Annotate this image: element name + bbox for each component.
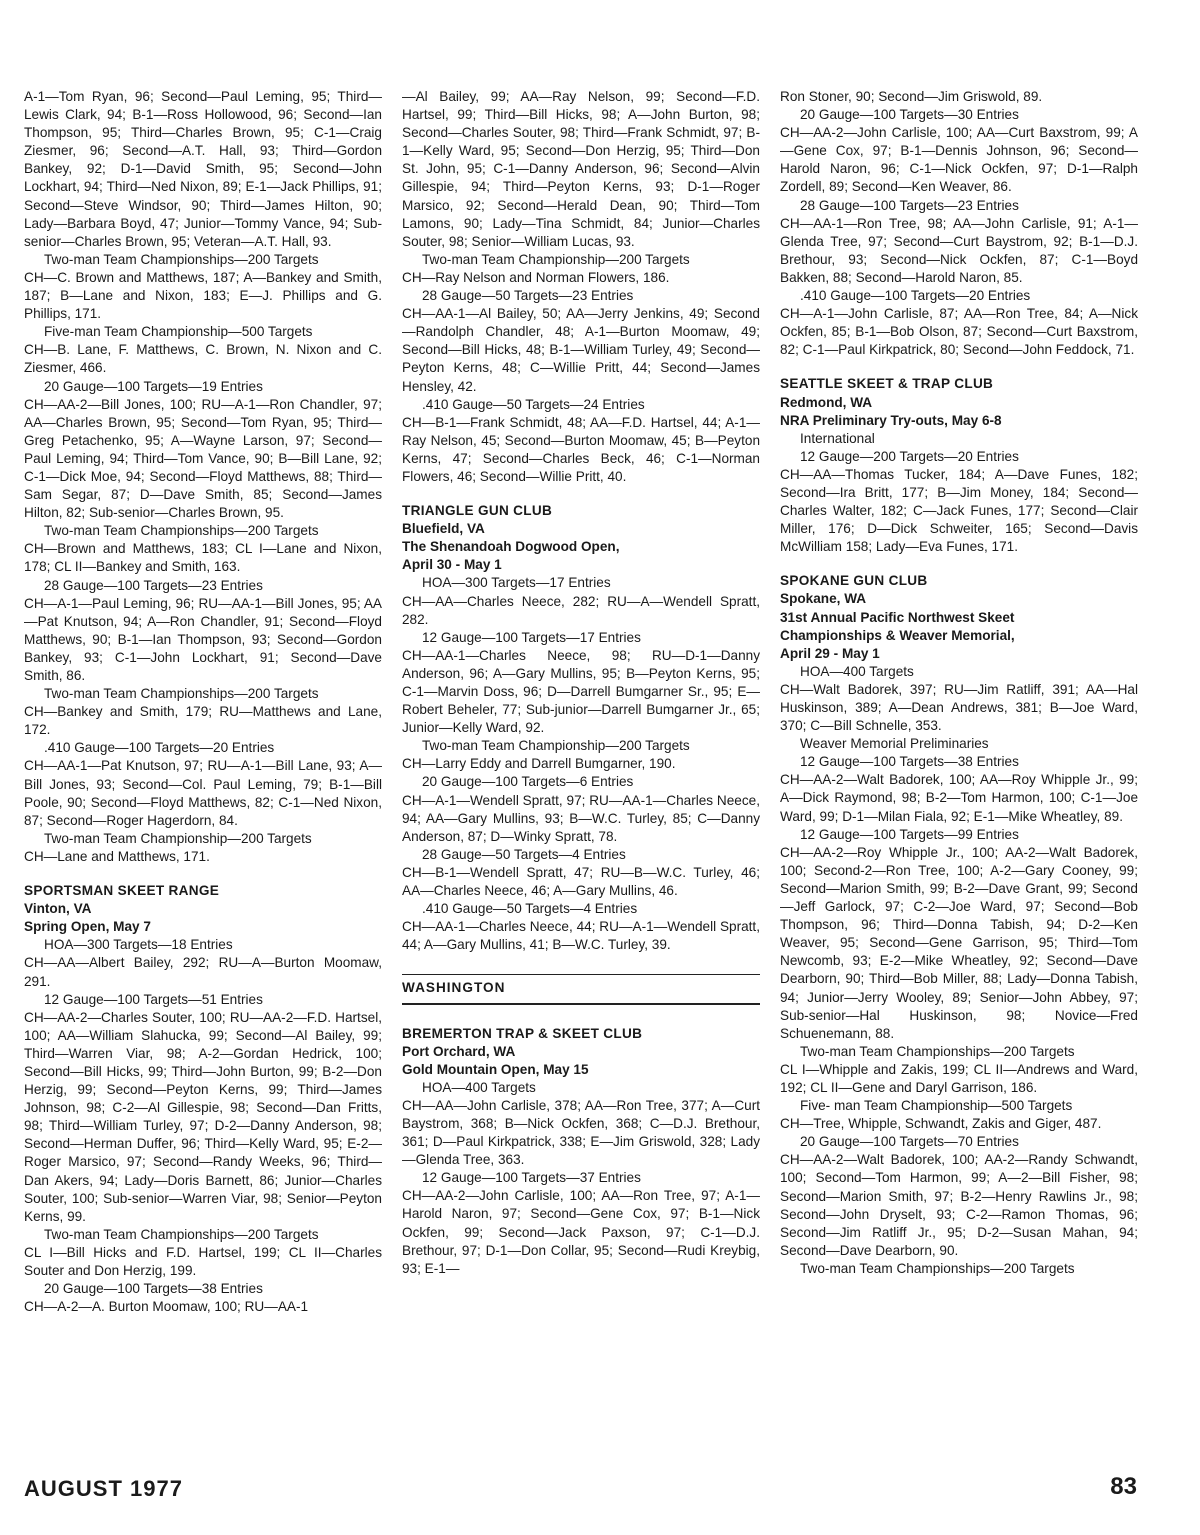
event-heading: HOA—300 Targets—18 Entries (44, 937, 233, 953)
result-paragraph: CH—Larry Eddy and Darrell Bumgarner, 190. (402, 756, 676, 772)
event-heading: 12 Gauge—100 Targets—37 Entries (422, 1170, 641, 1186)
club-location: Redmond, WA (780, 394, 873, 410)
event-heading: HOA—400 Targets (422, 1079, 536, 1095)
event-heading: 20 Gauge—100 Targets—6 Entries (422, 774, 634, 790)
club-name: SEATTLE SKEET & TRAP CLUB (780, 376, 994, 392)
club-name: TRIANGLE GUN CLUB (402, 503, 553, 519)
event-date: April 30 - May 1 (402, 557, 502, 573)
event-heading: 12 Gauge—100 Targets—38 Entries (800, 754, 1019, 770)
result-paragraph: A-1—Tom Ryan, 96; Second—Paul Leming, 95; Third—Lewis Clark, 94; B-1—Ross Hollowood, 96; Second—Ian Thompson, 95; Third—Charles Brown, 95; C-1—Craig Ziesmer, 96; Second—A.T. Hall, 93; Third—Gordon Bankey, 92; D-1—David Smith, 95; Second—John Lockhart, 94; Third—Ned Nixon, 89; E-1—Jack Phillips, 91; Second—Steve Windsor, 90; Third—James Hilton, 90; Lady—Barbara Boyd, 47; Junior—Tommy Vance, 94; Sub-senior—Charles Brown, 95; Veteran—A.T. Hall, 93. (24, 89, 382, 249)
event-heading: Two-man Team Championships—200 Targets (800, 1260, 1075, 1276)
result-paragraph: CH—Tree, Whipple, Schwandt, Zakis and Giger, 487. (780, 1116, 1102, 1132)
result-paragraph: CH—B-1—Wendell Spratt, 47; RU—B—W.C. Turley, 46; AA—Charles Neece, 46; A—Gary Mullins, 46. (402, 864, 760, 899)
result-paragraph: CH—Walt Badorek, 397; RU—Jim Ratliff, 391; AA—Hal Huskinson, 389; A—Dean Andrews, 381; B—Joe Ward, 370; C—Bill Schnelle, 353. (780, 681, 1138, 734)
event-heading: Five-man Team Championship—500 Targets (44, 324, 313, 340)
event-heading: Two-man Team Championships—200 Targets (44, 251, 319, 267)
result-paragraph: CH—AA-2—Roy Whipple Jr., 100; AA-2—Walt Badorek, 100; Second-2—Ron Tree, 100; A-2—Gary Cooney, 99; Second—Marion Smith, 99; B-2—Dave Grant, 99; Second—Jeff Garlock, 97; C-2—Joe Ward, 97; Second—Bob Thompson, 96; Third—Donna Tabish, 94; D-2—Ken Weaver, 95; Second—Gene Garrison, 95; Third—Tom Newcomb, 93; E-2—Mike Wheatley, 92; Second—Dave Dearborn, 90; Third—Bob Miller, 88; Lady—Donna Tabish, 94; Junior—Jerry Wooley, 89; Senior—John Abbey, 97; Sub-senior—Hal Huskinson, 98; Novice—Fred Schuenemann, 88. (780, 844, 1138, 1041)
event-heading: 28 Gauge—50 Targets—4 Entries (422, 846, 626, 862)
result-paragraph: CH—A-1—Paul Leming, 96; RU—AA-1—Bill Jones, 95; AA—Pat Knutson, 94; A—Ron Chandler, 91; Second—Floyd Matthews, 90; B-1—Ian Thompson, 93; Second—Gordon Bankey, 93; C-1—John Lockhart, 91; Second—Dave Smith, 86. (24, 595, 382, 683)
result-paragraph: CH—AA-1—Charles Neece, 44; RU—A-1—Wendell Spratt, 44; A—Gary Mullins, 41; B—W.C. Turley, 39. (402, 919, 760, 953)
event-heading: 28 Gauge—100 Targets—23 Entries (44, 577, 263, 593)
page-number: 83 (1110, 1473, 1137, 1500)
result-paragraph: CH—Bankey and Smith, 179; RU—Matthews and Lane, 172. (24, 704, 382, 738)
result-paragraph: CH—AA—Albert Bailey, 292; RU—A—Burton Moomaw, 291. (24, 955, 382, 989)
event-title: Spring Open, May 7 (24, 919, 151, 935)
club-location: Bluefield, VA (402, 521, 485, 537)
event-heading: 12 Gauge—100 Targets—99 Entries (800, 826, 1019, 842)
event-heading: 12 Gauge—200 Targets—20 Entries (800, 448, 1019, 464)
event-subtitle: International (800, 430, 875, 446)
event-heading: .410 Gauge—50 Targets—4 Entries (422, 901, 638, 917)
event-date: April 29 - May 1 (780, 645, 880, 661)
event-title: Gold Mountain Open, May 15 (402, 1061, 589, 1077)
result-paragraph: CH—AA-1—Al Bailey, 50; AA—Jerry Jenkins, 49; Second—Randolph Chandler, 48; A-1—Burton Moomaw, 49; Second—Bill Hicks, 48; B-1—William Turley, 49; Second—Peyton Kerns, 48; C—Willie Pritt, 44; Second—James Hensley, 42. (402, 306, 760, 394)
result-paragraph: CH—AA-2—Bill Jones, 100; RU—A-1—Ron Chandler, 97; AA—Charles Brown, 95; Second—Tom Ryan, 95; Third—Greg Petachenko, 95; A—Wayne Larson, 97; Second—Paul Leming, 94; Third—Tom Vance, 90; B—Bill Lane, 92; C-1—Dick Moe, 94; Second—Floyd Matthews, 88; Third—Sam Segar, 87; D—Dave Smith, 85; Second—James Hilton, 82; Sub-senior—Charles Brown, 95. (24, 396, 382, 521)
event-heading: Two-man Team Championships—200 Targets (44, 1226, 319, 1242)
result-paragraph: —Al Bailey, 99; AA—Ray Nelson, 99; Second—F.D. Hartsel, 99; Third—Bill Hicks, 98; A—John Burton, 98; Second—Charles Souter, 98; Third—Frank Schmidt, 97; B-1—Kelly Ward, 95; Second—Don Herzig, 95; Third—Don St. John, 95; C-1—Danny Anderson, 96; Second—Alvin Gillespie, 94; Third—Peyton Kerns, 93; D-1—Roger Marsico, 92; Second—Herald Dean, 90; Third—Tom Lamons, 90; Lady—Tina Schmidt, 84; Junior—Charles Souter, 98; Senior—William Lucas, 93. (402, 89, 760, 249)
result-paragraph: CL I—Bill Hicks and F.D. Hartsel, 199; CL II—Charles Souter and Don Herzig, 199. (24, 1244, 382, 1278)
result-paragraph: Ron Stoner, 90; Second—Jim Griswold, 89. (780, 89, 1043, 104)
result-paragraph: CH—AA—John Carlisle, 378; AA—Ron Tree, 377; A—Curt Baystrom, 368; B—Nick Ockfen, 368; C—D.J. Brethour, 361; D—Paul Kirkpatrick, 338; E—Jim Griswold, 328; Lady—Glenda Tree, 363. (402, 1097, 760, 1168)
result-paragraph: CH—AA-2—John Carlisle, 100; AA—Curt Baxstrom, 99; A—Gene Cox, 97; B-1—Dennis Johnson, 96; Second—Harold Naron, 96; C-1—Nick Ockfen, 97; D-1—Ralph Zordell, 89; Second—Ken Weaver, 86. (780, 125, 1138, 195)
club-location: Vinton, VA (24, 901, 92, 917)
result-paragraph: CH—AA—Thomas Tucker, 184; A—Dave Funes, 182; Second—Ira Britt, 177; B—Jim Money, 184; Second—Charles Walter, 182; C—Jack Funes, 177; Second—Clair Miller, 176; D—Dick Schweiter, 165; Second—Davis McWilliam 158; Lady—Eva Funes, 171. (780, 466, 1138, 555)
event-heading: 20 Gauge—100 Targets—38 Entries (44, 1281, 263, 1297)
result-paragraph: CH—B-1—Frank Schmidt, 48; AA—F.D. Hartsel, 44; A-1—Ray Nelson, 45; Second—Burton Moomaw, 45; B—Peyton Kerns, 47; Second—Charles Beck, 46; C-1—Norman Flowers, 46; Second—Willie Pritt, 40. (402, 414, 760, 484)
column-2 (402, 88, 760, 1278)
result-paragraph: CH—AA-2—Walt Badorek, 100; AA—Roy Whipple Jr., 99; A—Dick Raymond, 98; B-2—Tom Harmon, 100; C-1—Joe Ward, 99; D-1—Milan Fiala, 92; E-1—Mike Wheatley, 89. (780, 772, 1138, 824)
result-paragraph: CH—A-2—A. Burton Moomaw, 100; RU—AA-1 (24, 1299, 309, 1315)
event-heading: Two-man Team Championships—200 Targets (44, 523, 319, 539)
result-paragraph: CH—A-1—John Carlisle, 87; AA—Ron Tree, 84; A—Nick Ockfen, 85; B-1—Bob Olson, 87; Second—Curt Baxstrom, 82; C-1—Paul Kirkpatrick, 80; Second—John Feddock, 71. (780, 306, 1138, 358)
result-paragraph: CH—B. Lane, F. Matthews, C. Brown, N. Nixon and C. Ziesmer, 466. (24, 342, 382, 376)
club-name: SPORTSMAN SKEET RANGE (24, 883, 220, 899)
event-heading: Two-man Team Championships—200 Targets (800, 1043, 1075, 1059)
event-heading: 20 Gauge—100 Targets—70 Entries (800, 1134, 1019, 1150)
divider (402, 1003, 760, 1005)
result-paragraph: CH—A-1—Wendell Spratt, 97; RU—AA-1—Charles Neece, 94; AA—Gary Mullins, 93; B—W.C. Turley, 85; C—Danny Anderson, 87; D—Winky Spratt, 78. (402, 792, 760, 844)
event-heading: Two-man Team Championship—200 Targets (422, 738, 690, 754)
event-title: The Shenandoah Dogwood Open, (402, 539, 620, 555)
result-paragraph: CL I—Whipple and Zakis, 199; CL II—Andrews and Ward, 192; CL II—Gene and Daryl Garrison, 186. (780, 1061, 1138, 1095)
event-heading: 20 Gauge—100 Targets—30 Entries (800, 107, 1019, 123)
event-heading: 12 Gauge—100 Targets—51 Entries (44, 991, 263, 1007)
event-heading: Two-man Team Championship—200 Targets (44, 830, 312, 846)
event-heading: 20 Gauge—100 Targets—19 Entries (44, 378, 263, 394)
event-subtitle: Weaver Memorial Preliminaries (800, 736, 989, 752)
event-heading: .410 Gauge—50 Targets—24 Entries (422, 396, 645, 412)
result-paragraph: CH—AA—Charles Neece, 282; RU—A—Wendell Spratt, 282. (402, 593, 760, 627)
event-heading: .410 Gauge—100 Targets—20 Entries (800, 288, 1031, 304)
issue-date-footer: AUGUST 1977 (24, 1476, 183, 1501)
event-heading: Five- man Team Championship—500 Targets (800, 1098, 1073, 1114)
event-title: Championships & Weaver Memorial, (780, 627, 1015, 643)
result-paragraph: CH—AA-2—John Carlisle, 100; AA—Ron Tree, 97; A-1—Harold Naron, 97; Second—Gene Cox, 97; B-1—Nick Ockfen, 99; Second—Jack Paxson, 97; C-1—D.J. Brethour, 97; D-1—Don Collar, 95; Second—Rudi Kreybig, 93; E-1— (402, 1188, 760, 1276)
club-name: BREMERTON TRAP & SKEET CLUB (402, 1025, 643, 1041)
event-heading: HOA—400 Targets (800, 663, 914, 679)
event-heading: Two-man Team Championships—200 Targets (44, 686, 319, 702)
column-1 (24, 88, 382, 1316)
result-paragraph: CH—AA-1—Charles Neece, 98; RU—D-1—Danny Anderson, 96; A—Gary Mullins, 95; B—Peyton Kerns, 95; C-1—Marvin Doss, 96; D—Darrell Bumgarner Sr., 95; E—Robert Beheler, 77; Sub-junior—Darrell Bumgarner Jr., 65; Junior—Kelly Ward, 92. (402, 647, 760, 736)
state-heading: WASHINGTON (402, 980, 506, 996)
state-section-header (402, 974, 760, 1004)
event-title: 31st Annual Pacific Northwest Skeet (780, 609, 1015, 625)
event-title: NRA Preliminary Try-outs, May 6-8 (780, 412, 1002, 428)
column-3 (780, 88, 1138, 1278)
result-paragraph: CH—C. Brown and Matthews, 187; A—Bankey and Smith, 187; B—Lane and Nixon, 183; E—J. Phillips and G. Phillips, 171. (24, 269, 382, 322)
result-paragraph: CH—AA-1—Ron Tree, 98; AA—John Carlisle, 91; A-1—Glenda Tree, 97; Second—Curt Baystrom, 92; B-1—D.J. Brethour, 93; Second—Nick Ockfen, 87; C-1—Boyd Bakken, 88; Second—Harold Naron, 85. (780, 215, 1138, 285)
event-heading: Two-man Team Championship—200 Targets (422, 251, 690, 267)
event-heading: HOA—300 Targets—17 Entries (422, 575, 611, 591)
club-location: Spokane, WA (780, 591, 867, 607)
result-paragraph: CH—AA-1—Pat Knutson, 97; RU—A-1—Bill Lane, 93; A—Bill Jones, 93; Second—Col. Paul Leming, 79; B-1—Bill Poole, 90; Second—Floyd Matthews, 82; C-1—Ned Nixon, 87; Second—Roger Hagerdorn, 84. (24, 758, 382, 828)
result-paragraph: CH—Brown and Matthews, 183; CL I—Lane and Nixon, 178; CL II—Bankey and Smith, 163. (24, 541, 382, 575)
result-paragraph: CH—AA-2—Charles Souter, 100; RU—AA-2—F.D. Hartsel, 100; AA—William Slahucka, 99; Second—Al Bailey, 99; Third—Warren Viar, 98; A-2—Gordan Hedrick, 100; Second—Bill Hicks, 99; Third—John Burton, 99; B-2—Don Herzig, 99; Second—Peyton Kerns, 99; Third—James Johnson, 98; C-2—Al Gillespie, 98; Second—Dan Fritts, 98; Third—William Turley, 97; D-2—Danny Anderson, 98; Second—Herman Duffer, 96; Third—Kelly Ward, 95; E-2—Roger Marsico, 97; Second—Randy Weeks, 96; Third—Dan Akers, 94; Lady—Doris Barnett, 86; Junior—Charles Souter, 100; Sub-senior—Warren Viar, 98; Senior—Peyton Kerns, 99. (24, 1009, 382, 1224)
club-name: SPOKANE GUN CLUB (780, 573, 928, 589)
event-heading: 28 Gauge—50 Targets—23 Entries (422, 288, 634, 304)
event-heading: 28 Gauge—100 Targets—23 Entries (800, 197, 1019, 213)
result-paragraph: CH—Lane and Matthews, 171. (24, 848, 210, 864)
result-paragraph: CH—Ray Nelson and Norman Flowers, 186. (402, 269, 670, 285)
result-paragraph: CH—AA-2—Walt Badorek, 100; AA-2—Randy Schwandt, 100; Second—Tom Harmon, 99; A—2—Bill Fisher, 98; Second—Marion Smith, 97; B-2—Henry Rawlins Jr., 98; Second—John Dryselt, 93; C-2—Ramon Thomas, 96; Second—Jim Ratliff Jr., 95; D-2—Susan Mahan, 94; Second—Dave Dearborn, 90. (780, 1152, 1138, 1258)
event-heading: 12 Gauge—100 Targets—17 Entries (422, 629, 641, 645)
club-location: Port Orchard, WA (402, 1043, 516, 1059)
event-heading: .410 Gauge—100 Targets—20 Entries (44, 740, 275, 756)
